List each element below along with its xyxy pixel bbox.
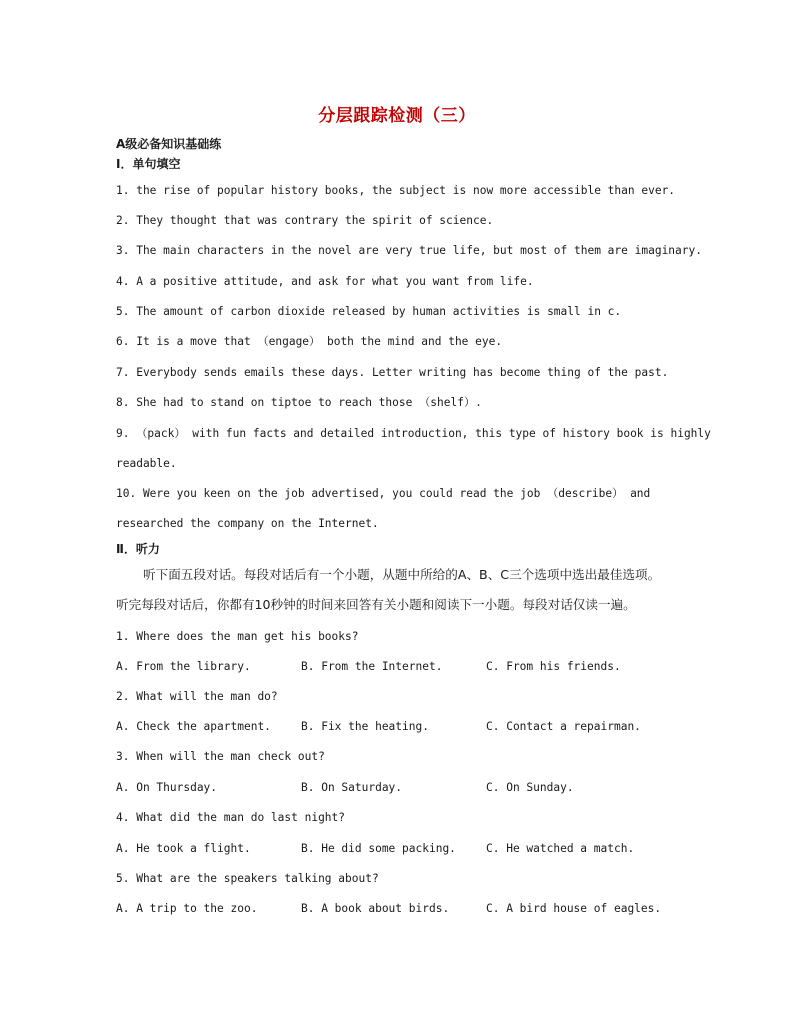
listening-instructions-2: 听完每段对话后，你都有10秒钟的时间来回答有关小题和阅读下一小题。每段对话仅读一遍。 <box>116 597 636 612</box>
fill-blank-item-10: 10. Were you keen on the job advertised, you could read the job （describe） and <box>116 487 651 500</box>
fill-blank-item-2: 2. They thought that was contrary the spirit of science. <box>116 214 494 227</box>
question-2-option-a: A. Check the apartment. <box>116 720 271 733</box>
question-4-option-b: B. He did some packing. <box>301 842 456 855</box>
fill-blank-item-3: 3. The main characters in the novel are very true life, but most of them are imaginary. <box>116 244 702 257</box>
fill-blank-item-10-cont: researched the company on the Internet. <box>116 517 379 530</box>
question-2-option-b: B. Fix the heating. <box>301 720 429 733</box>
fill-blank-item-5: 5. The amount of carbon dioxide released by human activities is small in c. <box>116 305 622 318</box>
question-4-option-a: A. He took a flight. <box>116 842 251 855</box>
question-4-option-c: C. He watched a match. <box>486 842 635 855</box>
question-3-option-b: B. On Saturday. <box>301 781 403 794</box>
fill-blank-item-9: 9. （pack） with fun facts and detailed introduction, this type of history book is highly <box>116 427 711 440</box>
fill-blank-item-8: 8. She had to stand on tiptoe to reach those （shelf）. <box>116 396 482 409</box>
question-4: 4. What did the man do last night? <box>116 811 346 824</box>
fill-blank-item-6: 6. It is a move that （engage） both the mind and the eye. <box>116 335 503 348</box>
question-5-option-a: A. A trip to the zoo. <box>116 902 258 915</box>
question-5: 5. What are the speakers talking about? <box>116 872 379 885</box>
question-1-option-c: C. From his friends. <box>486 660 621 673</box>
fill-blank-item-7: 7. Everybody sends emails these days. Letter writing has become thing of the past. <box>116 366 669 379</box>
question-3: 3. When will the man check out? <box>116 750 325 763</box>
question-1-option-a: A. From the library. <box>116 660 251 673</box>
question-1-option-b: B. From the Internet. <box>301 660 443 673</box>
section-2-heading: Ⅱ．听力 <box>116 542 160 556</box>
question-2: 2. What will the man do? <box>116 690 278 703</box>
fill-blank-item-4: 4. A a positive attitude, and ask for what you want from life. <box>116 275 534 288</box>
section-1-heading: Ⅰ．单句填空 <box>116 157 181 171</box>
question-5-option-c: C. A bird house of eagles. <box>486 902 662 915</box>
listening-instructions-1: 听下面五段对话。每段对话后有一个小题，从题中所给的A、B、C三个选项中选出最佳选项。 <box>143 567 661 582</box>
question-1: 1. Where does the man get his books? <box>116 630 359 643</box>
page-title: 分层跟踪检测（三） <box>318 106 476 126</box>
question-3-option-c: C. On Sunday. <box>486 781 574 794</box>
level-a-heading: A级必备知识基础练 <box>116 137 222 151</box>
fill-blank-item-1: 1. the rise of popular history books, the subject is now more accessible than ever. <box>116 184 676 197</box>
question-2-option-c: C. Contact a repairman. <box>486 720 641 733</box>
question-5-option-b: B. A book about birds. <box>301 902 450 915</box>
fill-blank-item-9-cont: readable. <box>116 457 177 470</box>
question-3-option-a: A. On Thursday. <box>116 781 218 794</box>
